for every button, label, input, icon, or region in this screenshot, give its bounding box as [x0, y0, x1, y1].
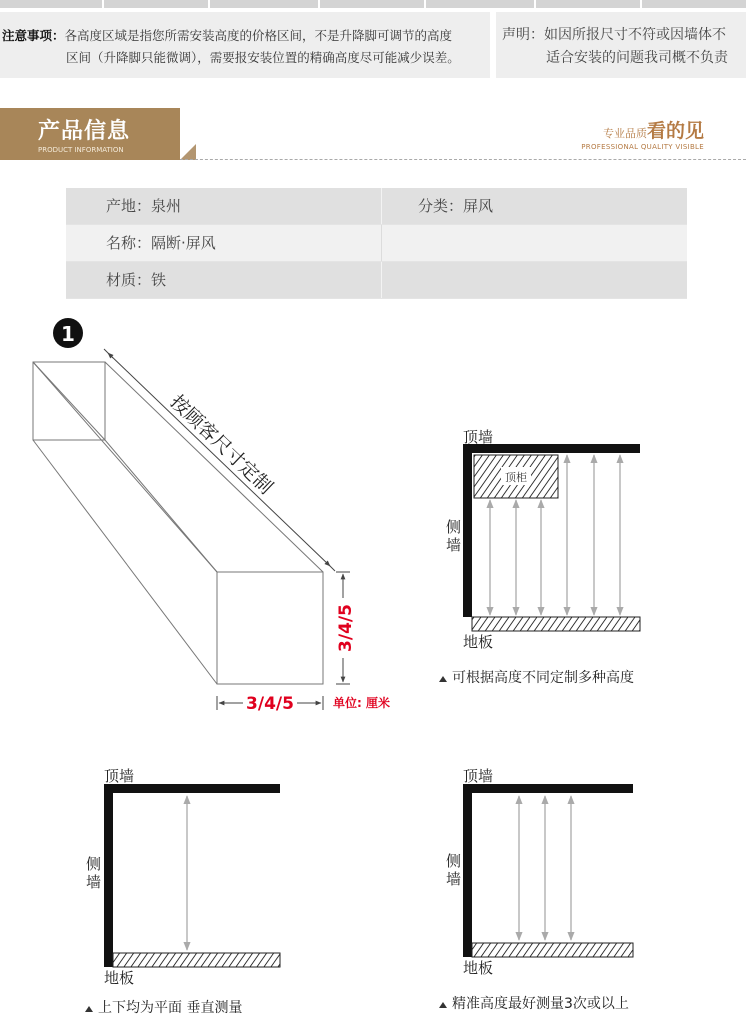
side-wall-label-2: 墙: [446, 536, 462, 554]
side-wall-label-2: 墙: [446, 870, 462, 888]
side-wall-label-1: 侧: [86, 855, 102, 873]
info-name: 名称：隔断·屏风: [66, 225, 382, 261]
info-row: [66, 188, 687, 225]
section-title: 产品信息: [38, 119, 131, 144]
height-label: 3/4/5: [336, 604, 356, 652]
section-header-tab: [0, 108, 180, 160]
width-label: 3/4/5: [246, 694, 294, 714]
info-row: [66, 262, 687, 299]
ceiling-label: 顶墙: [463, 428, 494, 446]
side-wall-label-2: 墙: [86, 873, 102, 891]
top-strip: [0, 0, 746, 8]
diagram-measure-three: [439, 767, 633, 1012]
slogan-en: PROFESSIONAL QUALITY VISIBLE: [581, 143, 704, 151]
declaration-line2: 适合安装的问题我司概不负责: [546, 50, 728, 66]
unit-label: 单位: 厘米: [333, 696, 390, 710]
custom-size-label: 按顾客尺寸定制: [165, 390, 277, 499]
declaration-box: [496, 12, 746, 78]
notice-banner: [0, 12, 746, 78]
notice-line2: 区间（升降脚只能微调），需要报安装位置的精确高度尽可能减少误差。: [66, 50, 460, 65]
info-material: 材质：铁: [66, 262, 382, 298]
caption-multi-height: 可根据高度不同定制多种高度: [452, 670, 634, 686]
slogan-small: 专业品质: [602, 127, 647, 140]
side-wall-label-1: 侧: [446, 518, 462, 536]
diagram-box: [33, 318, 390, 714]
step-number: 1: [61, 322, 75, 346]
floor-label: 地板: [463, 633, 494, 651]
caption-flat-measure: 上下均为平面 垂直测量: [98, 1000, 243, 1016]
diagram-multi-height: [439, 428, 640, 686]
section-header-triangle: [180, 144, 196, 160]
info-empty: [382, 225, 687, 261]
notice-label: 注意事项：: [2, 28, 65, 43]
info-origin: 产地：泉州: [66, 188, 382, 224]
info-row: [66, 225, 687, 262]
caption-measure-three: 精准高度最好测量3次或以上: [452, 996, 629, 1012]
floor-label: 地板: [104, 969, 135, 987]
ceiling-label: 顶墙: [463, 767, 494, 785]
info-category: 分类：屏风: [418, 197, 494, 215]
notice-line1: 各高度区域是指您所需安装高度的价格区间，不是升降脚可调节的高度: [64, 28, 453, 43]
section-subtitle: PRODUCT INFORMATION: [38, 146, 124, 154]
side-wall-label-1: 侧: [446, 852, 462, 870]
declaration-line1: 声明：如因所报尺寸不符或因墙体不: [502, 27, 726, 43]
section-divider: [180, 159, 746, 160]
slogan: [581, 116, 704, 151]
slogan-big: 看的见: [646, 120, 704, 142]
measurement-diagrams: [0, 300, 746, 1019]
info-empty: [382, 262, 687, 298]
product-info-table: [66, 188, 687, 299]
notice-box: [0, 12, 490, 78]
diagram-flat-measure: [85, 767, 280, 1016]
floor-label: 地板: [463, 959, 494, 977]
top-cabinet-label: 顶柜: [505, 471, 527, 484]
ceiling-label: 顶墙: [104, 767, 135, 785]
